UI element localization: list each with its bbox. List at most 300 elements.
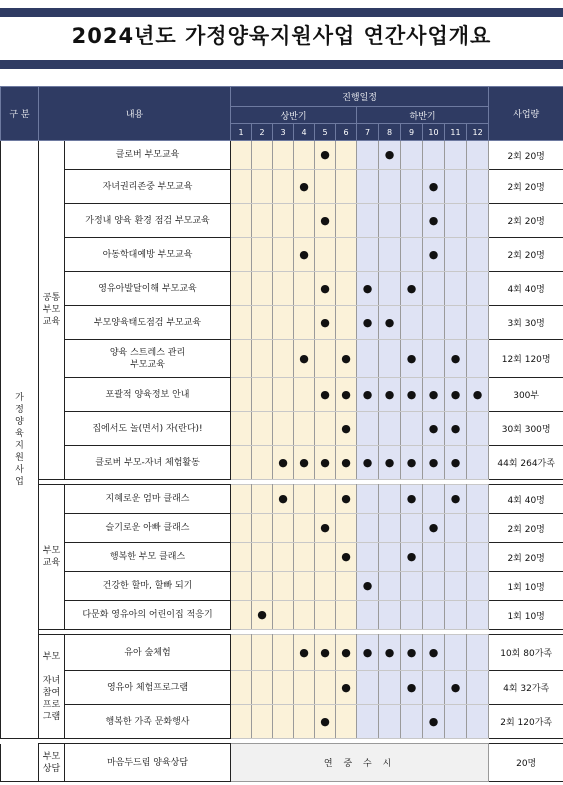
scheduled-dot: ● bbox=[406, 351, 417, 365]
program-amount: 4회 40명 bbox=[489, 272, 563, 306]
month-cell-11 bbox=[445, 412, 467, 446]
month-cell-8 bbox=[379, 446, 401, 480]
month-cell-11 bbox=[445, 141, 467, 170]
scheduled-dot: ● bbox=[406, 550, 417, 563]
month-cell-8 bbox=[379, 204, 401, 238]
scheduled-dot: ● bbox=[362, 455, 373, 469]
month-cell-11 bbox=[445, 671, 467, 705]
table-row bbox=[1, 705, 563, 739]
month-cell-9 bbox=[401, 601, 423, 630]
month-cell-2 bbox=[252, 141, 273, 170]
program-amount: 4회 40명 bbox=[489, 485, 563, 514]
month-cell-2 bbox=[252, 340, 273, 378]
month-cell-12 bbox=[467, 378, 489, 412]
month-cell-10 bbox=[423, 204, 445, 238]
month-cell-9 bbox=[401, 705, 423, 739]
section-label: 부모 상담 bbox=[39, 744, 65, 782]
month-cell-3 bbox=[273, 671, 294, 705]
month-cell-7 bbox=[357, 340, 379, 378]
month-cell-2 bbox=[252, 485, 273, 514]
month-cell-9 bbox=[401, 446, 423, 480]
month-cell-10 bbox=[423, 572, 445, 601]
month-cell-1 bbox=[231, 170, 252, 204]
month-cell-9 bbox=[401, 170, 423, 204]
month-cell-6 bbox=[336, 378, 357, 412]
scheduled-dot: ● bbox=[428, 645, 439, 659]
month-cell-5 bbox=[315, 412, 336, 446]
month-cell-11 bbox=[445, 572, 467, 601]
month-cell-4 bbox=[294, 306, 315, 340]
header-second-half: 하반기 bbox=[357, 107, 489, 124]
program-name: 클로버 부모교육 bbox=[65, 141, 231, 170]
table-row bbox=[1, 601, 563, 630]
scheduled-dot: ● bbox=[428, 387, 439, 401]
month-cell-4 bbox=[294, 272, 315, 306]
table-row bbox=[1, 543, 563, 572]
month-cell-12 bbox=[467, 601, 489, 630]
month-cell-1 bbox=[231, 340, 252, 378]
scheduled-dot: ● bbox=[428, 247, 439, 261]
month-cell-12 bbox=[467, 446, 489, 480]
table-row bbox=[1, 514, 563, 543]
header-month-11: 11 bbox=[445, 124, 467, 141]
program-name: 행복한 가족 문화행사 bbox=[65, 705, 231, 739]
month-cell-4 bbox=[294, 572, 315, 601]
month-cell-7 bbox=[357, 204, 379, 238]
month-cell-1 bbox=[231, 543, 252, 572]
month-cell-2 bbox=[252, 705, 273, 739]
month-cell-6 bbox=[336, 306, 357, 340]
table-row bbox=[1, 378, 563, 412]
month-cell-1 bbox=[231, 378, 252, 412]
month-cell-8 bbox=[379, 514, 401, 543]
scheduled-dot: ● bbox=[428, 714, 439, 728]
scheduled-dot: ● bbox=[299, 351, 309, 365]
scheduled-dot: ● bbox=[341, 680, 351, 694]
month-cell-2 bbox=[252, 238, 273, 272]
month-cell-5 bbox=[315, 485, 336, 514]
program-amount: 1회 10명 bbox=[489, 572, 563, 601]
scheduled-dot: ● bbox=[320, 645, 330, 659]
scheduled-dot: ● bbox=[320, 315, 330, 329]
month-cell-10 bbox=[423, 412, 445, 446]
program-name: 유아 숲체험 bbox=[65, 635, 231, 671]
month-cell-11 bbox=[445, 170, 467, 204]
month-cell-7 bbox=[357, 514, 379, 543]
scheduled-dot: ● bbox=[341, 421, 351, 435]
month-cell-12 bbox=[467, 705, 489, 739]
month-cell-11 bbox=[445, 635, 467, 671]
title-underline-bar bbox=[0, 60, 563, 69]
month-cell-5 bbox=[315, 340, 336, 378]
month-cell-6 bbox=[336, 272, 357, 306]
month-cell-12 bbox=[467, 671, 489, 705]
program-amount: 4회 32가족 bbox=[489, 671, 563, 705]
scheduled-dot: ● bbox=[278, 492, 288, 505]
month-cell-1 bbox=[231, 514, 252, 543]
month-cell-4 bbox=[294, 412, 315, 446]
month-cell-7 bbox=[357, 141, 379, 170]
month-cell-10 bbox=[423, 238, 445, 272]
month-cell-5 bbox=[315, 238, 336, 272]
month-cell-9 bbox=[401, 671, 423, 705]
program-amount: 2회 20명 bbox=[489, 543, 563, 572]
scheduled-dot: ● bbox=[320, 455, 330, 469]
month-cell-9 bbox=[401, 306, 423, 340]
month-cell-7 bbox=[357, 671, 379, 705]
month-cell-7 bbox=[357, 485, 379, 514]
month-cell-3 bbox=[273, 204, 294, 238]
top-accent-bar bbox=[0, 8, 563, 17]
month-cell-10 bbox=[423, 141, 445, 170]
month-cell-5 bbox=[315, 572, 336, 601]
scheduled-dot: ● bbox=[341, 455, 351, 469]
month-cell-11 bbox=[445, 238, 467, 272]
month-cell-5 bbox=[315, 514, 336, 543]
month-cell-12 bbox=[467, 272, 489, 306]
month-cell-9 bbox=[401, 272, 423, 306]
month-cell-12 bbox=[467, 485, 489, 514]
month-cell-10 bbox=[423, 340, 445, 378]
scheduled-dot: ● bbox=[450, 387, 461, 401]
month-cell-8 bbox=[379, 601, 401, 630]
scheduled-dot: ● bbox=[362, 281, 373, 295]
scheduled-dot: ● bbox=[384, 148, 395, 161]
program-amount: 2회 20명 bbox=[489, 238, 563, 272]
schedule-table bbox=[0, 86, 563, 782]
month-cell-1 bbox=[231, 601, 252, 630]
scheduled-dot: ● bbox=[428, 213, 439, 227]
month-cell-12 bbox=[467, 514, 489, 543]
scheduled-dot: ● bbox=[320, 714, 330, 728]
month-cell-3 bbox=[273, 485, 294, 514]
month-cell-9 bbox=[401, 572, 423, 601]
month-cell-6 bbox=[336, 705, 357, 739]
scheduled-dot: ● bbox=[362, 645, 373, 659]
month-cell-3 bbox=[273, 272, 294, 306]
program-amount: 2회 20명 bbox=[489, 204, 563, 238]
program-amount: 12회 120명 bbox=[489, 340, 563, 378]
month-cell-12 bbox=[467, 170, 489, 204]
scheduled-dot: ● bbox=[299, 247, 309, 261]
month-cell-6 bbox=[336, 238, 357, 272]
month-cell-4 bbox=[294, 141, 315, 170]
month-cell-6 bbox=[336, 446, 357, 480]
month-cell-2 bbox=[252, 635, 273, 671]
program-amount: 20명 bbox=[489, 744, 563, 782]
month-cell-6 bbox=[336, 485, 357, 514]
month-cell-7 bbox=[357, 705, 379, 739]
month-cell-2 bbox=[252, 446, 273, 480]
header-month-6: 6 bbox=[336, 124, 357, 141]
month-cell-8 bbox=[379, 485, 401, 514]
month-cell-7 bbox=[357, 572, 379, 601]
month-cell-8 bbox=[379, 340, 401, 378]
section-label: 공통 부모 교육 bbox=[39, 141, 65, 480]
month-cell-8 bbox=[379, 306, 401, 340]
blank-division-cell bbox=[1, 744, 39, 782]
scheduled-dot: ● bbox=[299, 645, 309, 659]
month-cell-1 bbox=[231, 705, 252, 739]
month-cell-8 bbox=[379, 238, 401, 272]
program-amount: 2회 120가족 bbox=[489, 705, 563, 739]
scheduled-dot: ● bbox=[406, 281, 417, 295]
program-amount: 3회 30명 bbox=[489, 306, 563, 340]
program-name: 양육 스트레스 관리 부모교육 bbox=[65, 340, 231, 378]
page-title: 2024년도 가정양육지원사업 연간사업개요 bbox=[71, 24, 492, 48]
month-cell-7 bbox=[357, 601, 379, 630]
month-cell-9 bbox=[401, 543, 423, 572]
month-cell-10 bbox=[423, 170, 445, 204]
program-amount: 300부 bbox=[489, 378, 563, 412]
scheduled-dot: ● bbox=[450, 351, 461, 365]
month-cell-11 bbox=[445, 340, 467, 378]
month-cell-4 bbox=[294, 378, 315, 412]
month-cell-10 bbox=[423, 635, 445, 671]
scheduled-dot: ● bbox=[278, 455, 288, 469]
program-name: 영유아 체험프로그램 bbox=[65, 671, 231, 705]
scheduled-dot: ● bbox=[320, 521, 330, 534]
month-cell-9 bbox=[401, 340, 423, 378]
scheduled-dot: ● bbox=[320, 281, 330, 295]
month-cell-9 bbox=[401, 514, 423, 543]
scheduled-dot: ● bbox=[406, 492, 417, 505]
month-cell-4 bbox=[294, 340, 315, 378]
scheduled-dot: ● bbox=[450, 492, 461, 505]
month-cell-8 bbox=[379, 412, 401, 446]
header-month-5: 5 bbox=[315, 124, 336, 141]
scheduled-dot: ● bbox=[341, 351, 351, 365]
scheduled-dot: ● bbox=[406, 455, 417, 469]
scheduled-dot: ● bbox=[384, 645, 395, 659]
month-cell-1 bbox=[231, 446, 252, 480]
program-name: 건강한 할마, 할빠 되기 bbox=[65, 572, 231, 601]
scheduled-dot: ● bbox=[362, 579, 373, 592]
month-cell-7 bbox=[357, 412, 379, 446]
month-cell-9 bbox=[401, 485, 423, 514]
scheduled-dot: ● bbox=[384, 387, 395, 401]
month-cell-2 bbox=[252, 572, 273, 601]
scheduled-dot: ● bbox=[257, 608, 267, 621]
month-cell-2 bbox=[252, 378, 273, 412]
month-cell-7 bbox=[357, 238, 379, 272]
month-cell-3 bbox=[273, 543, 294, 572]
month-cell-3 bbox=[273, 378, 294, 412]
table-row bbox=[1, 485, 563, 514]
scheduled-dot: ● bbox=[428, 421, 439, 435]
header-month-7: 7 bbox=[357, 124, 379, 141]
month-cell-5 bbox=[315, 378, 336, 412]
month-cell-8 bbox=[379, 671, 401, 705]
scheduled-dot: ● bbox=[341, 492, 351, 505]
month-cell-10 bbox=[423, 485, 445, 514]
month-cell-10 bbox=[423, 601, 445, 630]
month-cell-2 bbox=[252, 412, 273, 446]
month-cell-5 bbox=[315, 671, 336, 705]
month-cell-11 bbox=[445, 446, 467, 480]
program-name: 포괄적 양육정보 안내 bbox=[65, 378, 231, 412]
table-row bbox=[1, 671, 563, 705]
main-group-label: 가 정 양 육 지 원 사 업 bbox=[1, 141, 39, 739]
month-cell-12 bbox=[467, 635, 489, 671]
header-month-4: 4 bbox=[294, 124, 315, 141]
month-cell-9 bbox=[401, 378, 423, 412]
header-month-8: 8 bbox=[379, 124, 401, 141]
month-cell-10 bbox=[423, 705, 445, 739]
header-division: 구 분 bbox=[1, 87, 39, 141]
month-cell-4 bbox=[294, 204, 315, 238]
month-cell-11 bbox=[445, 204, 467, 238]
month-cell-2 bbox=[252, 671, 273, 705]
month-cell-12 bbox=[467, 306, 489, 340]
month-cell-10 bbox=[423, 306, 445, 340]
program-name: 클로버 부모-자녀 체험활동 bbox=[65, 446, 231, 480]
program-name: 영유아발달이해 부모교육 bbox=[65, 272, 231, 306]
month-cell-1 bbox=[231, 238, 252, 272]
month-cell-2 bbox=[252, 543, 273, 572]
header-month-1: 1 bbox=[231, 124, 252, 141]
scheduled-dot: ● bbox=[406, 645, 417, 659]
month-cell-12 bbox=[467, 412, 489, 446]
scheduled-dot: ● bbox=[341, 387, 351, 401]
month-cell-4 bbox=[294, 635, 315, 671]
month-cell-8 bbox=[379, 141, 401, 170]
table-row bbox=[1, 306, 563, 340]
table-row bbox=[1, 412, 563, 446]
month-cell-8 bbox=[379, 543, 401, 572]
table-row bbox=[1, 446, 563, 480]
program-name: 가정내 양육 환경 점검 부모교육 bbox=[65, 204, 231, 238]
month-cell-1 bbox=[231, 141, 252, 170]
header-month-12: 12 bbox=[467, 124, 489, 141]
month-cell-7 bbox=[357, 306, 379, 340]
month-cell-11 bbox=[445, 601, 467, 630]
month-cell-5 bbox=[315, 601, 336, 630]
month-cell-6 bbox=[336, 412, 357, 446]
program-amount: 10회 80가족 bbox=[489, 635, 563, 671]
scheduled-dot: ● bbox=[341, 645, 351, 659]
year-round-note: 연 중 수 시 bbox=[231, 744, 489, 782]
header-amount: 사업량 bbox=[489, 87, 563, 141]
month-cell-1 bbox=[231, 272, 252, 306]
month-cell-3 bbox=[273, 635, 294, 671]
table-row bbox=[1, 272, 563, 306]
table-row bbox=[1, 170, 563, 204]
month-cell-7 bbox=[357, 635, 379, 671]
month-cell-10 bbox=[423, 378, 445, 412]
month-cell-1 bbox=[231, 306, 252, 340]
scheduled-dot: ● bbox=[472, 387, 483, 401]
month-cell-11 bbox=[445, 378, 467, 412]
month-cell-1 bbox=[231, 572, 252, 601]
scheduled-dot: ● bbox=[428, 455, 439, 469]
program-name: 자녀권리존중 부모교육 bbox=[65, 170, 231, 204]
month-cell-9 bbox=[401, 412, 423, 446]
month-cell-1 bbox=[231, 204, 252, 238]
month-cell-12 bbox=[467, 204, 489, 238]
program-name: 슬기로운 아빠 클래스 bbox=[65, 514, 231, 543]
month-cell-3 bbox=[273, 601, 294, 630]
month-cell-4 bbox=[294, 514, 315, 543]
month-cell-9 bbox=[401, 635, 423, 671]
scheduled-dot: ● bbox=[450, 455, 461, 469]
month-cell-6 bbox=[336, 601, 357, 630]
month-cell-11 bbox=[445, 705, 467, 739]
month-cell-6 bbox=[336, 170, 357, 204]
header-first-half: 상반기 bbox=[231, 107, 357, 124]
header-schedule: 진행일정 bbox=[231, 87, 489, 107]
scheduled-dot: ● bbox=[362, 387, 373, 401]
program-amount: 2회 20명 bbox=[489, 514, 563, 543]
scheduled-dot: ● bbox=[320, 213, 330, 227]
table-row bbox=[1, 238, 563, 272]
month-cell-3 bbox=[273, 340, 294, 378]
month-cell-3 bbox=[273, 306, 294, 340]
month-cell-2 bbox=[252, 170, 273, 204]
scheduled-dot: ● bbox=[384, 455, 395, 469]
month-cell-3 bbox=[273, 238, 294, 272]
month-cell-6 bbox=[336, 141, 357, 170]
month-cell-12 bbox=[467, 340, 489, 378]
month-cell-12 bbox=[467, 238, 489, 272]
month-cell-8 bbox=[379, 635, 401, 671]
program-name: 집에서도 놀(면서) 자(란다)! bbox=[65, 412, 231, 446]
month-cell-11 bbox=[445, 272, 467, 306]
scheduled-dot: ● bbox=[428, 179, 439, 193]
table-row bbox=[1, 635, 563, 671]
month-cell-4 bbox=[294, 170, 315, 204]
program-name: 행복한 부모 클래스 bbox=[65, 543, 231, 572]
month-cell-6 bbox=[336, 671, 357, 705]
month-cell-5 bbox=[315, 204, 336, 238]
month-cell-4 bbox=[294, 543, 315, 572]
month-cell-5 bbox=[315, 272, 336, 306]
header-month-2: 2 bbox=[252, 124, 273, 141]
month-cell-4 bbox=[294, 238, 315, 272]
month-cell-6 bbox=[336, 204, 357, 238]
month-cell-8 bbox=[379, 170, 401, 204]
month-cell-4 bbox=[294, 705, 315, 739]
month-cell-9 bbox=[401, 204, 423, 238]
month-cell-9 bbox=[401, 141, 423, 170]
month-cell-11 bbox=[445, 485, 467, 514]
header-month-10: 10 bbox=[423, 124, 445, 141]
month-cell-4 bbox=[294, 446, 315, 480]
month-cell-2 bbox=[252, 204, 273, 238]
table-row bbox=[1, 141, 563, 170]
month-cell-5 bbox=[315, 170, 336, 204]
month-cell-7 bbox=[357, 272, 379, 306]
program-amount: 44회 264가족 bbox=[489, 446, 563, 480]
month-cell-3 bbox=[273, 572, 294, 601]
month-cell-8 bbox=[379, 572, 401, 601]
month-cell-10 bbox=[423, 671, 445, 705]
scheduled-dot: ● bbox=[450, 680, 461, 694]
month-cell-3 bbox=[273, 705, 294, 739]
month-cell-12 bbox=[467, 572, 489, 601]
section-label: 부모 자녀 참여 프로 그램 bbox=[39, 635, 65, 739]
month-cell-10 bbox=[423, 272, 445, 306]
program-name: 다문화 영유아의 어린이집 적응기 bbox=[65, 601, 231, 630]
month-cell-12 bbox=[467, 543, 489, 572]
month-cell-11 bbox=[445, 543, 467, 572]
month-cell-7 bbox=[357, 170, 379, 204]
month-cell-3 bbox=[273, 141, 294, 170]
month-cell-11 bbox=[445, 306, 467, 340]
month-cell-1 bbox=[231, 412, 252, 446]
program-name: 부모양육태도점검 부모교육 bbox=[65, 306, 231, 340]
month-cell-6 bbox=[336, 572, 357, 601]
